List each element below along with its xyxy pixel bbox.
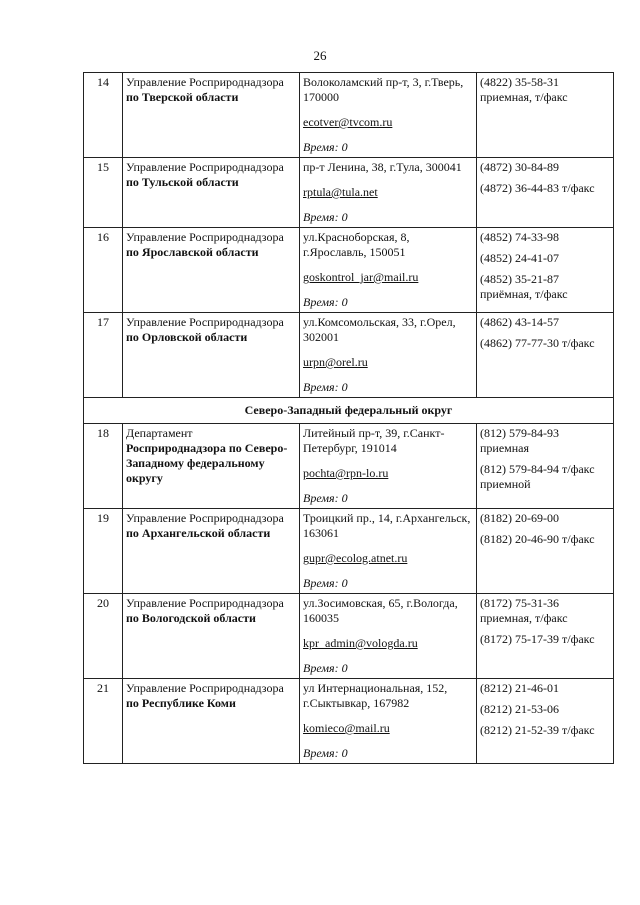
phone-number: (812) 579-84-93 приемная xyxy=(480,426,559,455)
table-row xyxy=(84,679,614,764)
agency-table xyxy=(83,72,614,764)
row-number: 16 xyxy=(84,228,123,313)
phone-number: (8172) 75-17-39 т/факс xyxy=(480,632,595,646)
organization-cell xyxy=(123,228,300,313)
time-note: Время: 0 xyxy=(303,140,348,154)
phone-number: (4852) 35-21-87 приёмная, т/факс xyxy=(480,272,568,301)
postal-address: ул.Зосимовская, 65, г.Вологда, 160035 xyxy=(303,596,458,625)
postal-address: Волоколамский пр-т, 3, г.Тверь, 170000 xyxy=(303,75,464,104)
table-row xyxy=(84,509,614,594)
row-number: 17 xyxy=(84,313,123,398)
address-cell xyxy=(300,313,477,398)
time-note: Время: 0 xyxy=(303,576,348,590)
phone-cell xyxy=(477,73,614,158)
table-row xyxy=(84,73,614,158)
organization-name: Департамент xyxy=(126,426,193,440)
address-cell xyxy=(300,228,477,313)
organization-cell xyxy=(123,509,300,594)
phone-number: (4822) 35-58-31 приемная, т/факс xyxy=(480,75,568,104)
row-number: 21 xyxy=(84,679,123,764)
email-link[interactable]: komieco@mail.ru xyxy=(303,721,390,735)
section-title: Северо-Западный федеральный округ xyxy=(84,398,614,424)
time-note: Время: 0 xyxy=(303,746,348,760)
organization-region: по Архангельской области xyxy=(126,526,271,540)
organization-name: Управление Росприроднадзора xyxy=(126,315,284,329)
row-number: 15 xyxy=(84,158,123,228)
organization-region: по Вологодской области xyxy=(126,611,256,625)
table-row xyxy=(84,313,614,398)
table-row xyxy=(84,228,614,313)
organization-region: по Республике Коми xyxy=(126,696,236,710)
time-note: Время: 0 xyxy=(303,210,348,224)
organization-cell xyxy=(123,679,300,764)
table-row xyxy=(84,158,614,228)
phone-cell xyxy=(477,424,614,509)
postal-address: ул.Комсомольская, 33, г.Орел, 302001 xyxy=(303,315,456,344)
phone-number: (4852) 74-33-98 xyxy=(480,230,559,244)
phone-cell xyxy=(477,509,614,594)
time-note: Время: 0 xyxy=(303,295,348,309)
page-number: 26 xyxy=(313,48,327,63)
phone-number: (4862) 43-14-57 xyxy=(480,315,559,329)
address-cell xyxy=(300,679,477,764)
phone-number: (4862) 77-77-30 т/факс xyxy=(480,336,595,350)
time-note: Время: 0 xyxy=(303,491,348,505)
email-link[interactable]: goskontrol_jar@mail.ru xyxy=(303,270,419,284)
phone-number: (8182) 20-69-00 xyxy=(480,511,559,525)
organization-name: Управление Росприроднадзора xyxy=(126,596,284,610)
email-link[interactable]: urpn@orel.ru xyxy=(303,355,368,369)
phone-number: (8182) 20-46-90 т/факс xyxy=(480,532,595,546)
postal-address: ул.Красноборская, 8, г.Ярославль, 150051 xyxy=(303,230,410,259)
address-cell xyxy=(300,424,477,509)
phone-number: (4852) 24-41-07 xyxy=(480,251,559,265)
phone-cell xyxy=(477,313,614,398)
organization-region: Росприроднадзора по Северо-Западному федеральному округу xyxy=(126,441,288,485)
table-row xyxy=(84,424,614,509)
postal-address: пр-т Ленина, 38, г.Тула, 300041 xyxy=(303,160,462,174)
phone-number: (8212) 21-46-01 xyxy=(480,681,559,695)
row-number: 18 xyxy=(84,424,123,509)
phone-number: (8172) 75-31-36 приемная, т/факс xyxy=(480,596,568,625)
organization-region: по Ярославской области xyxy=(126,245,259,259)
postal-address: Троицкий пр., 14, г.Архангельск, 163061 xyxy=(303,511,471,540)
address-cell xyxy=(300,73,477,158)
phone-cell xyxy=(477,228,614,313)
address-cell xyxy=(300,594,477,679)
organization-region: по Тверской области xyxy=(126,90,239,104)
organization-name: Управление Росприроднадзора xyxy=(126,230,284,244)
time-note: Время: 0 xyxy=(303,661,348,675)
time-note: Время: 0 xyxy=(303,380,348,394)
row-number: 14 xyxy=(84,73,123,158)
organization-region: по Орловской области xyxy=(126,330,248,344)
postal-address: ул Интернациональная, 152, г.Сыктывкар, 167982 xyxy=(303,681,448,710)
organization-name: Управление Росприроднадзора xyxy=(126,75,284,89)
section-header-row xyxy=(84,398,614,424)
email-link[interactable]: ecotver@tvcom.ru xyxy=(303,115,393,129)
row-number: 20 xyxy=(84,594,123,679)
table-row xyxy=(84,594,614,679)
organization-cell xyxy=(123,73,300,158)
address-cell xyxy=(300,158,477,228)
organization-name: Управление Росприроднадзора xyxy=(126,681,284,695)
address-cell xyxy=(300,509,477,594)
email-link[interactable]: gupr@ecolog.atnet.ru xyxy=(303,551,408,565)
organization-cell xyxy=(123,424,300,509)
phone-number: (8212) 21-53-06 xyxy=(480,702,559,716)
email-link[interactable]: rptula@tula.net xyxy=(303,185,378,199)
phone-cell xyxy=(477,158,614,228)
organization-cell xyxy=(123,158,300,228)
phone-number: (4872) 30-84-89 xyxy=(480,160,559,174)
organization-name: Управление Росприроднадзора xyxy=(126,160,284,174)
postal-address: Литейный пр-т, 39, г.Санкт-Петербург, 191014 xyxy=(303,426,445,455)
phone-cell xyxy=(477,594,614,679)
organization-region: по Тульской области xyxy=(126,175,239,189)
phone-number: (812) 579-84-94 т/факс приемной xyxy=(480,462,595,491)
organization-cell xyxy=(123,313,300,398)
organization-cell xyxy=(123,594,300,679)
phone-number: (8212) 21-52-39 т/факс xyxy=(480,723,595,737)
email-link[interactable]: pochta@rpn-lo.ru xyxy=(303,466,389,480)
agency-table-body xyxy=(84,73,614,764)
phone-number: (4872) 36-44-83 т/факс xyxy=(480,181,595,195)
row-number: 19 xyxy=(84,509,123,594)
email-link[interactable]: kpr_admin@vologda.ru xyxy=(303,636,418,650)
organization-name: Управление Росприроднадзора xyxy=(126,511,284,525)
phone-cell xyxy=(477,679,614,764)
